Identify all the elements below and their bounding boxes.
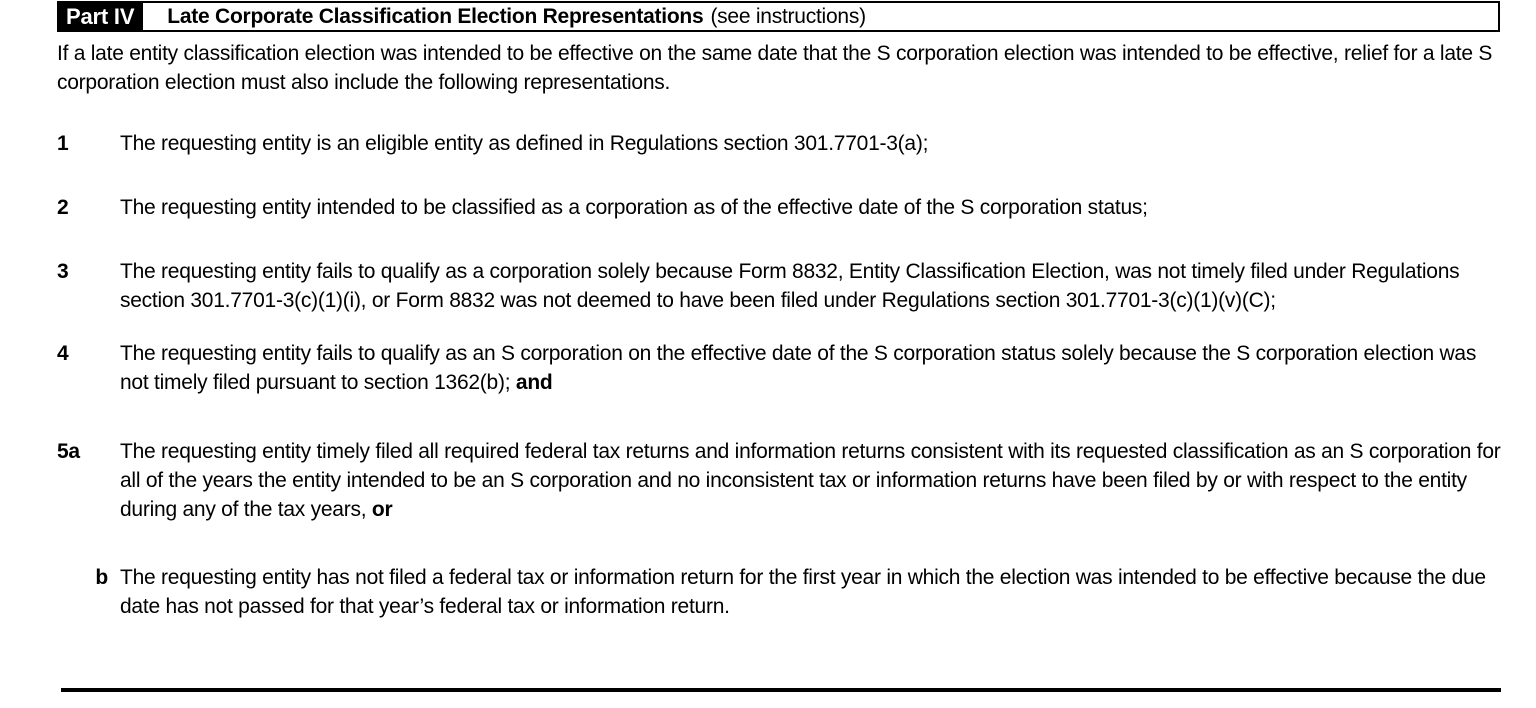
part-title-instructions-note: (see instructions) [710,5,866,28]
item-text: The requesting entity intended to be classified as a corporation as of the effective date of the S corporation status; [120,196,1148,219]
item-text [120,437,1509,524]
list-item [57,257,1509,315]
part-title: Late Corporate Classification Election Representations [167,5,704,28]
list-item [57,193,1509,222]
item-text-emphasis: and [515,371,553,394]
part-header [57,1,1500,32]
item-text: The requesting entity is an eligible entity as defined in Regulations section 301.7701-3(a); [120,132,929,155]
item-text-main: The requesting entity fails to qualify as an S corporation on the effective date of the S corporation status solely because the S corporation election was not timely filed pursuant to section 1362(b); [120,342,1477,394]
section-divider-rule [61,688,1501,692]
item-number: 3 [57,260,69,283]
item-number: 2 [57,196,69,219]
item-text-main: The requesting entity timely filed all required federal tax returns and information returns consistent with its requested classification as an S corporation for all of the years the entity intended to be an S corporation and no inconsistent tax or information returns have been filed by or with respect to the entity during any of the tax years, [120,440,1501,521]
list-item [57,339,1509,397]
item-text: The requesting entity fails to qualify as a corporation solely because Form 8832, Entity Classification Election, was not timely filed under Regulations section 301.7701-3(c)(1)(i), or Form 8832 was not deemed to have been filed under Regulations section 301.7701-3(c)(1)(v)(C); [120,260,1460,312]
item-number: b [95,566,108,589]
list-item [57,563,1509,621]
representations-list [57,129,1509,621]
part-title-container [143,3,866,30]
item-text [120,339,1509,397]
item-number: 5a [57,440,80,463]
item-text-emphasis: or [371,498,393,521]
item-number: 4 [57,342,69,365]
intro-paragraph: If a late entity classification election was intended to be effective on the same date that the S corporation election was intended to be effective, relief for a late S corporation election must also include the following representations. [57,42,1493,94]
list-item [57,437,1509,524]
item-text: The requesting entity has not filed a federal tax or information return for the first year in which the election was intended to be effective because the due date has not passed for that year’s federal tax or information return. [120,566,1486,618]
list-item [57,129,1509,158]
part-number-badge: Part IV [59,3,143,30]
item-number: 1 [57,132,69,155]
